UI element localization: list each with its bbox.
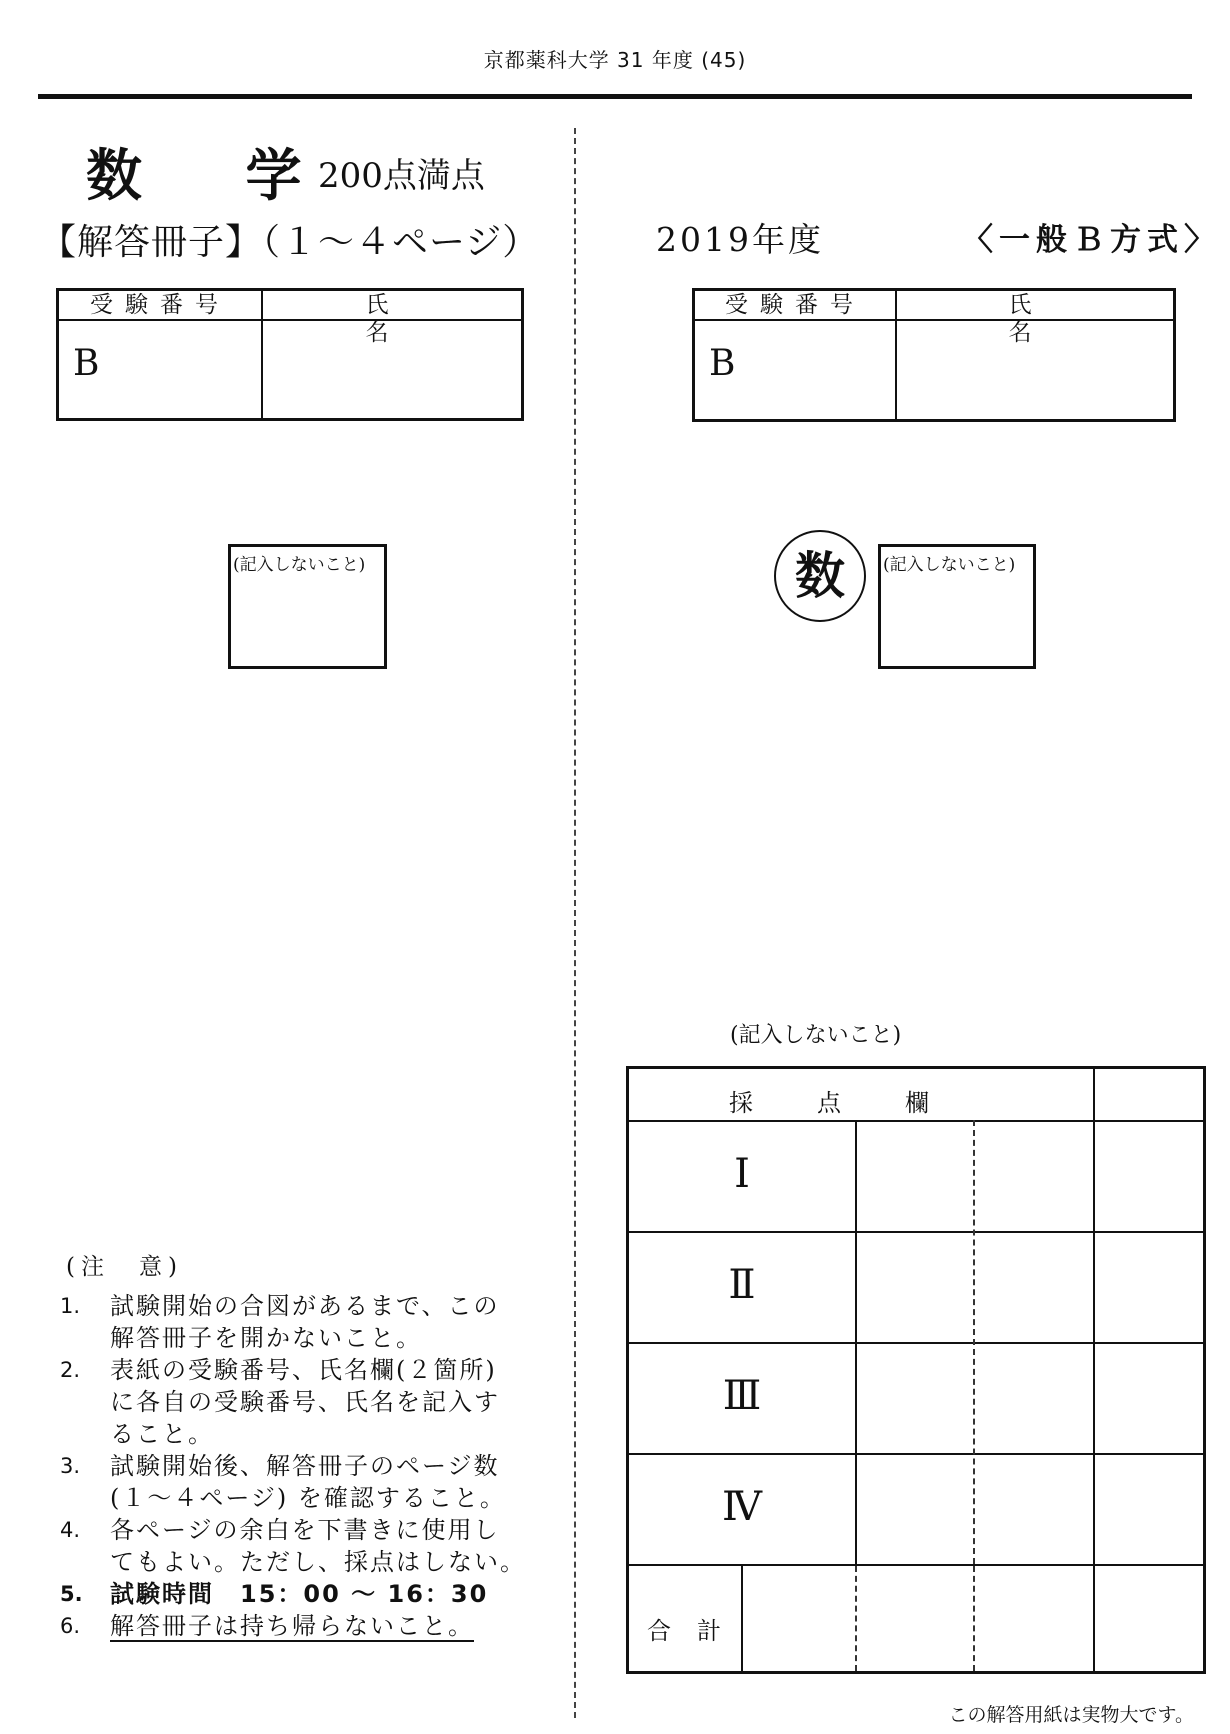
footer-note: この解答用紙は実物大です。: [948, 1704, 1194, 1726]
note-line-do-not-take: 6. 解答冊子は持ち帰らないこと。: [60, 1612, 474, 1640]
exam-number-prefix: B: [73, 343, 100, 384]
page-header: 京都薬科大学 31 年度 (45): [483, 48, 747, 72]
score-row-label: Ⅱ: [728, 1262, 756, 1308]
subject-stamp: 数: [774, 530, 866, 622]
score-row-label: Ⅰ: [734, 1151, 750, 1197]
exam-year: 2019年度: [656, 220, 824, 259]
notes-title: (注 意): [66, 1254, 183, 1280]
do-not-write-label: (記入しないこと): [233, 555, 366, 575]
exam-number-label: 受験番号: [90, 292, 230, 318]
notes-list: [60, 1290, 530, 1642]
office-use-box-right: [878, 544, 1036, 669]
exam-number-prefix: B: [709, 343, 736, 384]
note-line: 解答冊子を開かないこと。: [110, 1324, 422, 1352]
score-row-label: Ⅲ: [722, 1373, 762, 1419]
office-use-box-left: [228, 544, 387, 669]
note-line: に各自の受験番号、氏名を記入す: [110, 1388, 500, 1416]
name-field[interactable]: [899, 323, 1169, 417]
note-line: 2. 表紙の受験番号、氏名欄(２箇所): [60, 1356, 497, 1384]
id-table-left: [56, 288, 524, 421]
name-label: 氏名: [365, 292, 479, 346]
score-row-label: Ⅳ: [722, 1484, 762, 1530]
full-score: 200点満点: [318, 156, 485, 196]
exam-number-field[interactable]: [723, 323, 891, 417]
do-not-write-label: (記入しないこと): [883, 555, 1016, 575]
score-total-label: 合計: [647, 1617, 747, 1645]
note-line: 4. 各ページの余白を下書きに使用し: [60, 1516, 500, 1544]
note-line: 1. 試験開始の合図があるまで、この: [60, 1292, 500, 1320]
score-note: (記入しないこと): [730, 1023, 902, 1048]
subject-title: 数 学: [86, 144, 344, 209]
note-line: ること。: [110, 1420, 214, 1448]
id-table-right: [692, 288, 1176, 422]
exam-method: 〈一般Ｂ方式〉: [962, 222, 1221, 258]
note-line: てもよい。ただし、採点はしない。: [110, 1548, 526, 1576]
note-line: 3. 試験開始後、解答冊子のページ数: [60, 1452, 500, 1480]
header-rule: [38, 94, 1192, 99]
score-table: [626, 1066, 1206, 1674]
score-table-title: 採点欄: [729, 1089, 993, 1117]
note-line-exam-time: 5. 試験時間 15：00 ～ 16：30: [60, 1580, 489, 1608]
name-label: 氏名: [1008, 292, 1122, 346]
name-field[interactable]: [265, 323, 517, 417]
cut-line: [574, 128, 576, 1718]
note-line: (１～４ページ) を確認すること。: [110, 1484, 506, 1512]
exam-number-label: 受験番号: [725, 292, 865, 318]
booklet-title: 【解答冊子】（１～４ページ）: [40, 222, 540, 263]
exam-number-field[interactable]: [87, 323, 257, 417]
